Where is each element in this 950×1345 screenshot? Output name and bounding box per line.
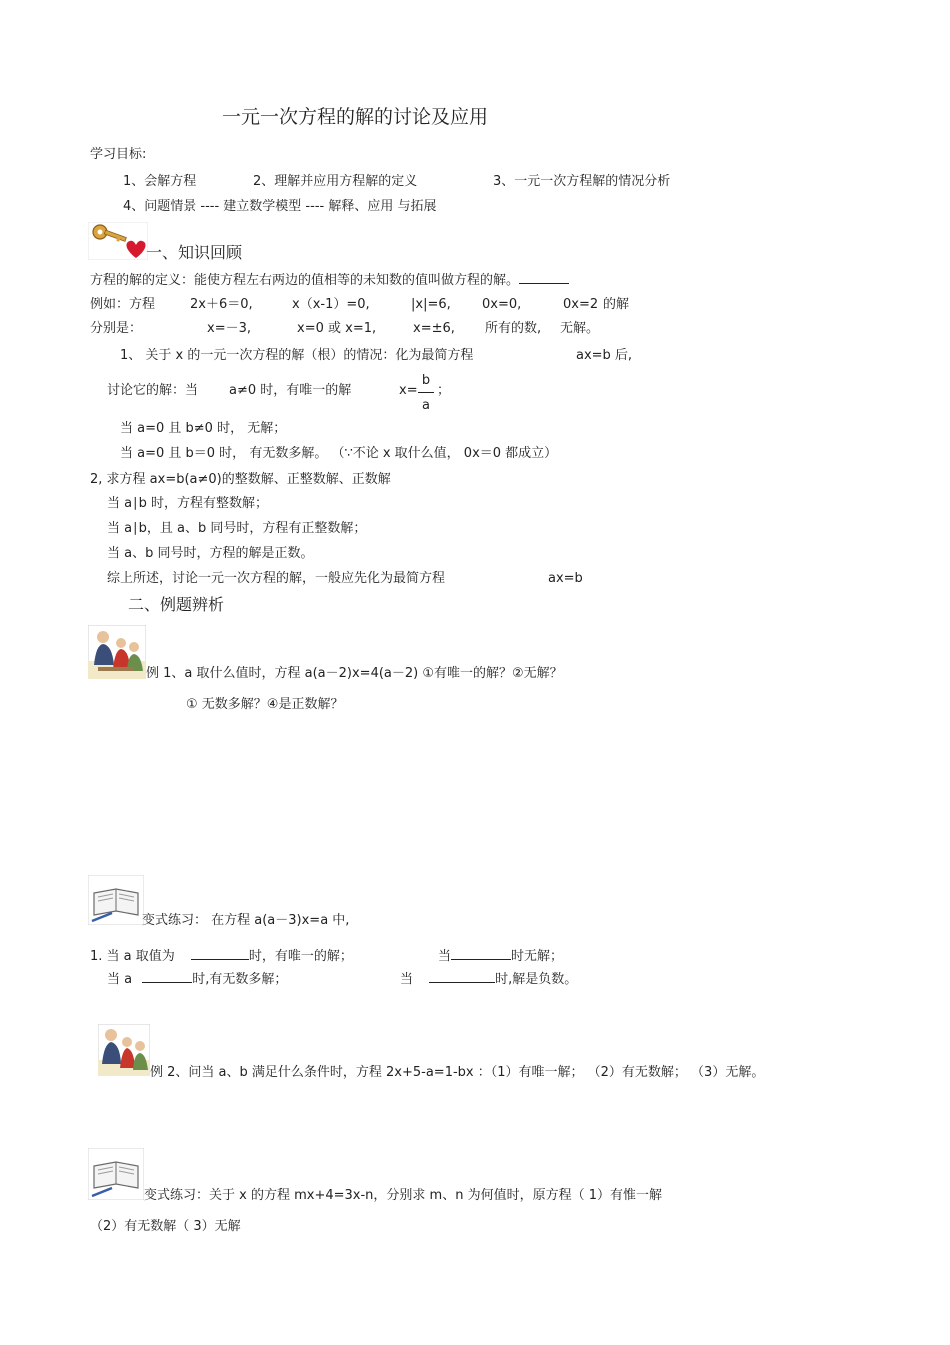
variation2-line-2: （2）有无数解（ 3）无解 [90,1219,241,1234]
example-eq-1: 2x＋6＝0, [190,297,253,312]
answer-blank [519,271,569,284]
students-illustration [88,625,146,679]
v1-l2-b: 时,有无数多解； [192,972,288,987]
example-suffix: 的解 [603,297,630,312]
example1-question: 例 1、a 取什么值时，方程 a(a－2)x=4(a－2) ①有唯一的解？②无解？ [146,666,563,681]
students-illustration [98,1024,150,1076]
v1-l1-a: 1. 当 a 取值为 [90,949,175,964]
solution-3: x=±6, [413,321,455,336]
solution-1: x=－3, [207,321,251,336]
point2-line-1: 当 a∣b 时，方程有整数解； [107,496,268,511]
solution-4: 所有的数, [485,321,542,336]
variation1-line-2-right [400,970,577,988]
answer-blank [429,970,495,983]
case-infinite-solutions: 当 a=0 且 b＝0 时， 有无数多解。 （∵不论 x 取什么值， 0x＝0 都成立） [120,446,558,461]
example-eq-2: x（x-1）=0, [292,297,370,312]
example-prefix: 例如：方程 [90,297,156,312]
book-icon [88,1148,144,1200]
summary-equation: ax=b [548,571,583,586]
point2-line-3: 当 a、b 同号时，方程的解是正数。 [107,546,314,561]
objectives-label: 学习目标: [90,147,147,162]
variation1-line-1-right [438,947,563,965]
discuss-text: 讨论它的解：当 [107,383,199,398]
example2-question: 例 2、问当 a、b 满足什么条件时，方程 2x+5-a=1-bx ：（1）有唯一解； （2）有无数解； （3）无解。 [150,1065,765,1080]
objective-3: 3、一元一次方程解的情况分析 [493,174,671,189]
point1-text: 1、 关于 x 的一元一次方程的解（根）的情况：化为最简方程 [120,348,474,363]
answer-blank [451,947,511,960]
example-eq-3: |x|=6, [411,297,451,312]
variation1-line-2 [107,970,287,988]
discuss-end: ； [437,383,451,398]
solutions-prefix: 分别是： [90,321,143,336]
objective-1: 1、会解方程 [123,174,197,189]
point2-line-2: 当 a∣b，且 a、b 同号时，方程有正整数解； [107,521,367,536]
objective-2: 2、理解并应用方程解的定义 [253,174,418,189]
variation1-line-1 [90,947,353,965]
solution-definition [90,271,569,289]
page-title: 一元一次方程的解的讨论及应用 [222,106,489,128]
solution-2: x=0 或 x=1, [297,321,377,336]
key-heart-icon [88,222,148,260]
v1-l1-d: 时无解； [511,949,564,964]
example-eq-4: 0x=0, [482,297,522,312]
case-no-solution: 当 a=0 且 b≠0 时， 无解； [120,421,287,436]
v1-l2-d: 时,解是负数。 [495,972,578,987]
solution-5: 无解。 [560,321,600,336]
v1-l2-a: 当 a [107,972,133,987]
example1-question-continued: ① 无数多解？④是正数解？ [186,697,344,712]
section2-heading: 二、例题辨析 [128,595,225,614]
v1-l1-c: 当 [438,949,452,964]
summary-text: 综上所述，讨论一元一次方程的解，一般应先化为最简方程 [107,571,446,586]
book-icon [88,875,144,925]
discuss-condition: a≠0 时，有唯一的解 [229,383,352,398]
variation2-line-1: 变式练习：关于 x 的方程 mx+4=3x-n，分别求 m、n 为何值时，原方程（ 1）有惟一解 [144,1188,662,1203]
answer-blank [142,970,192,983]
answer-blank [191,947,249,960]
fraction-denominator: a [422,398,430,413]
v1-l1-b: 时，有唯一的解； [248,949,353,964]
objective-4: 4、问题情景 ---- 建立数学模型 ---- 解释、应用 与拓展 [123,199,437,214]
fraction-numerator: b [421,373,431,388]
example-eq-5: 0x=2 [563,297,599,312]
definition-text: 方程的解的定义：能使方程左右两边的值相等的未知数的值叫做方程的解。 [90,273,520,288]
v1-l2-c: 当 [400,972,414,987]
fraction-bar [418,392,434,393]
point1-equation: ax=b 后, [576,348,633,363]
variation1-intro: 变式练习： 在方程 a(a－3)x=a 中, [142,913,350,928]
section1-heading: 一、知识回顾 [146,243,243,262]
point2-text: 2, 求方程 ax=b(a≠0)的整数解、正整数解、正数解 [90,472,391,487]
discuss-x: x= [399,383,418,398]
